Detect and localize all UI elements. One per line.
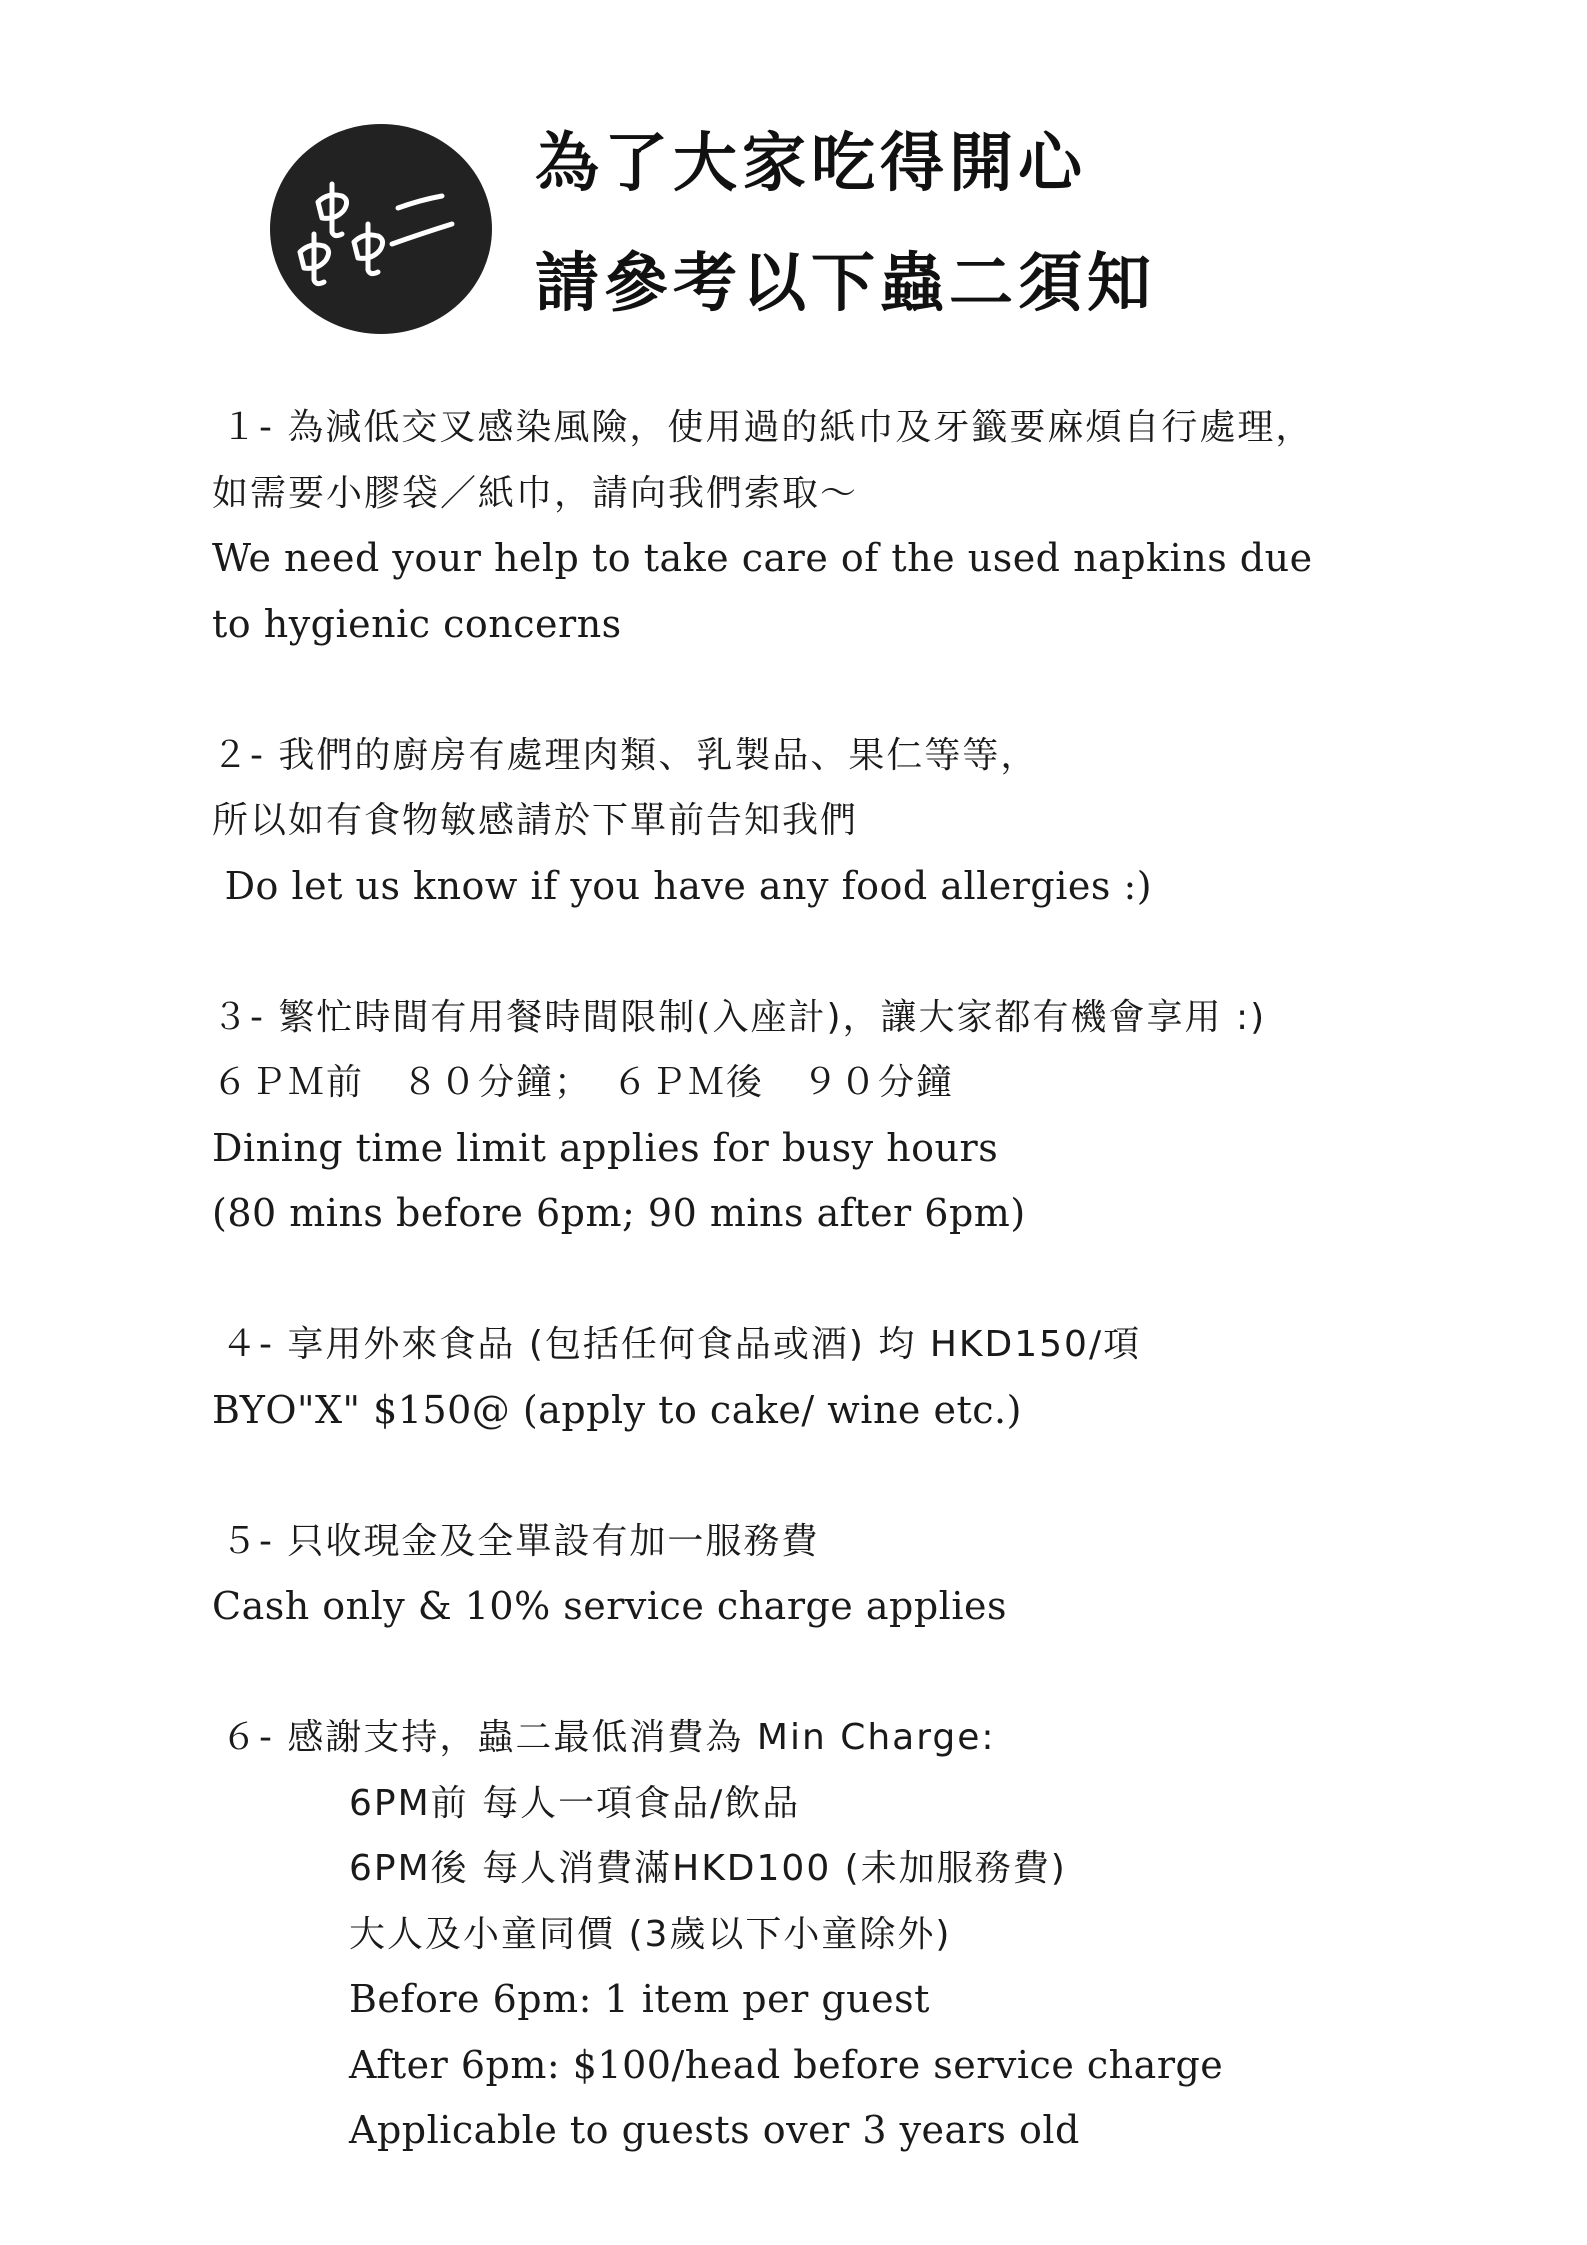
logo-glyph xyxy=(270,124,492,334)
title-line-1: 為了大家吃得開心 xyxy=(535,127,1087,201)
rule-1-zh-line-2: 如需要小膠袋／紙巾，請向我們索取～ xyxy=(212,472,859,514)
spacer xyxy=(212,1247,1512,1313)
spacer xyxy=(212,1640,1512,1706)
rule-3-en-line-1: Dining time limit applies for busy hours xyxy=(212,1125,999,1170)
rule-6-detail-2: 6PM後 每人消費滿HKD100 (未加服務費) xyxy=(349,1848,1067,1889)
rule-3-zh-line-1: ３- 繁忙時間有用餐時間限制(入座計)，讓大家都有機會享用 :) xyxy=(212,996,1267,1038)
rule-2-en-line-1: Do let us know if you have any food allergies :) xyxy=(212,863,1153,908)
rule-3 xyxy=(212,985,1512,1247)
spacer xyxy=(212,919,1512,985)
rule-6-detail-5: After 6pm: $100/head before service charge xyxy=(349,2042,1224,2087)
rule-6-zh-line-1: ６- 感謝支持，蟲二最低消費為 Min Charge: xyxy=(221,1717,996,1758)
rule-6 xyxy=(212,1705,1512,2164)
logo-badge xyxy=(270,124,492,334)
rules-list xyxy=(212,395,1512,2164)
rule-3-en-line-2: (80 mins before 6pm; 90 mins after 6pm) xyxy=(212,1191,1026,1235)
rule-2 xyxy=(212,723,1512,920)
rule-6-detail-3: 大人及小童同價 (3歲以下小童除外) xyxy=(349,1913,952,1955)
rule-2-zh-line-1: ２- 我們的廚房有處理肉類、乳製品、果仁等等， xyxy=(212,734,1039,776)
rule-2-zh-line-2: 所以如有食物敏感請於下單前告知我們 xyxy=(212,800,859,841)
rule-5-zh-line-1: ５- 只收現金及全單設有加一服務費 xyxy=(221,1520,820,1562)
rule-1-en-line-1: We need your help to take care of the used napkins due xyxy=(212,536,1313,580)
rule-4-en-line-1: BYO"X" $150@ (apply to cake/ wine etc.) xyxy=(212,1387,1022,1432)
rule-3-zh-line-2: ６ＰＭ前 ８０分鐘； ６ＰＭ後 ９０分鐘 xyxy=(212,1062,955,1103)
rule-1-zh-line-1: １- 為減低交叉感染風險，使用過的紙巾及牙籤要麻煩自行處理， xyxy=(221,407,1314,448)
rule-5 xyxy=(212,1509,1512,1640)
rule-4 xyxy=(212,1312,1512,1443)
rule-1-en-line-2: to hygienic concerns xyxy=(212,601,622,646)
rule-6-detail-4: Before 6pm: 1 item per guest xyxy=(349,1977,930,2021)
rule-6-detail-6: Applicable to guests over 3 years old xyxy=(349,2108,1080,2152)
title-line-2: 請參考以下蟲二須知 xyxy=(535,247,1156,321)
spacer xyxy=(212,1443,1512,1509)
rule-1 xyxy=(212,395,1512,657)
spacer xyxy=(212,657,1512,723)
rule-4-zh-line-1: ４- 享用外來食品 (包括任何食品或酒) 均 HKD150/項 xyxy=(221,1324,1142,1365)
rule-6-detail-1: 6PM前 每人一項食品/飲品 xyxy=(349,1782,801,1824)
rule-5-en-line-1: Cash only & 10% service charge applies xyxy=(212,1584,1007,1628)
